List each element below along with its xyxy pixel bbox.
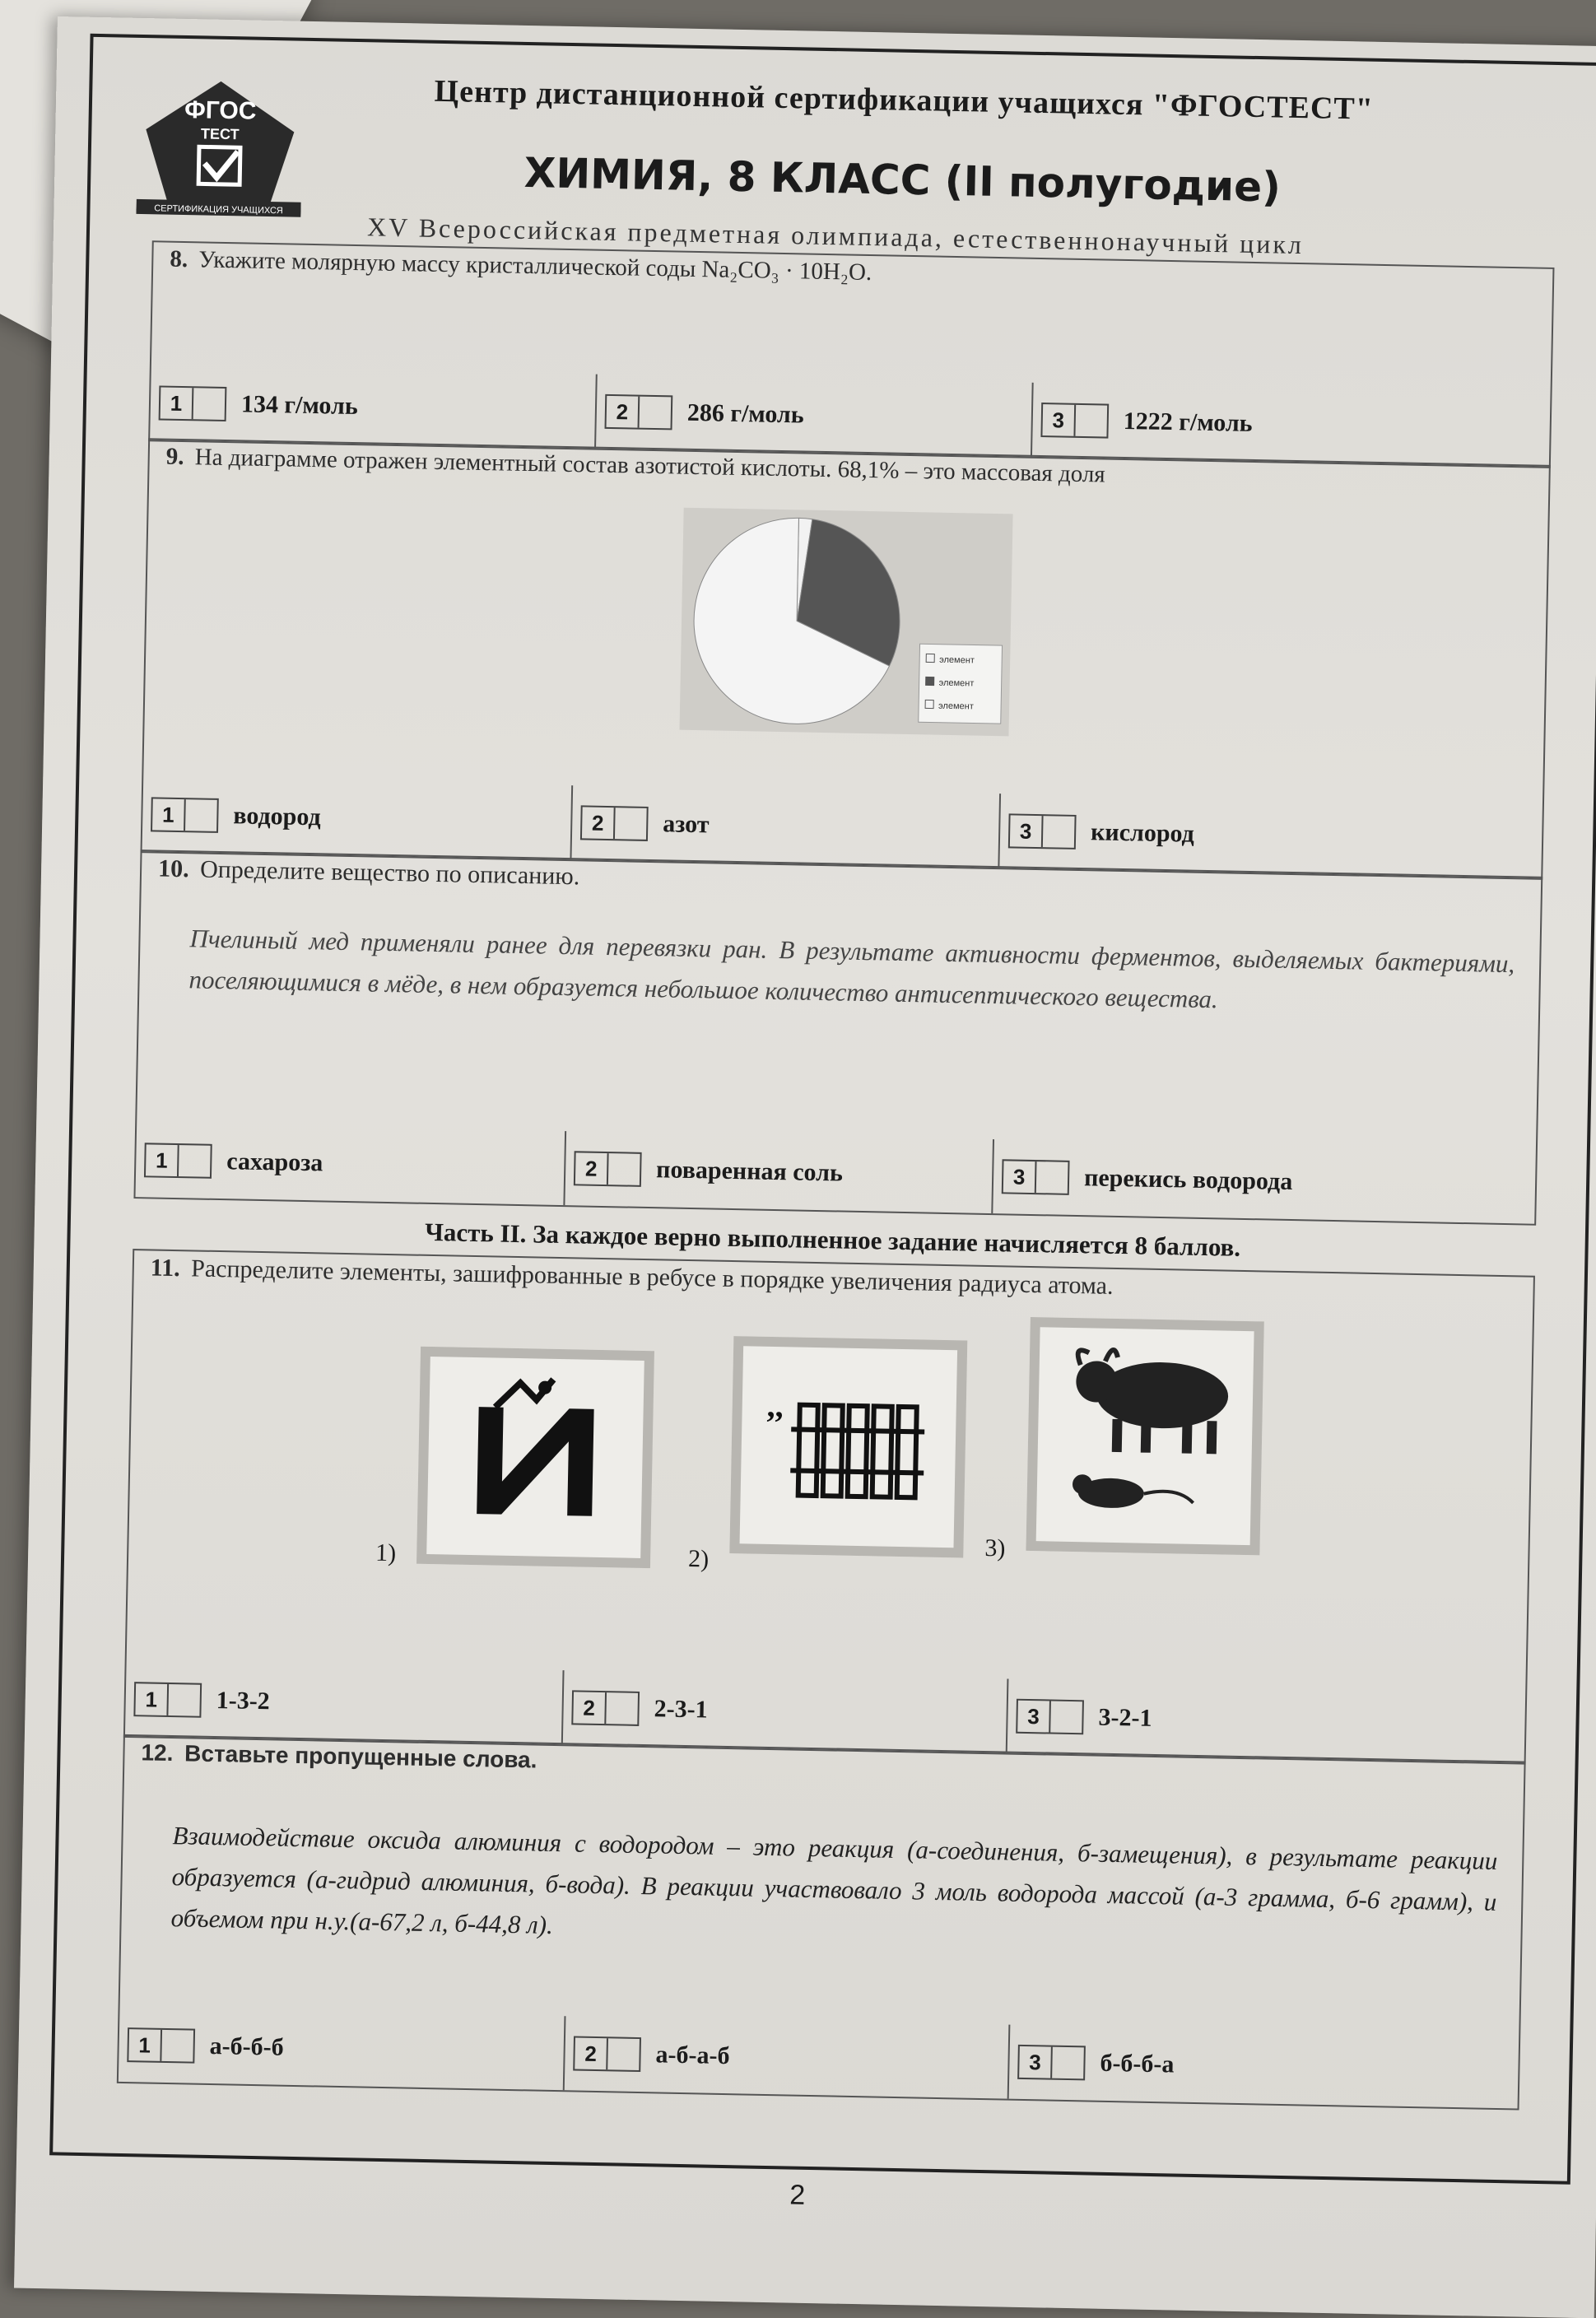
answer-label: 3-2-1: [1098, 1703, 1152, 1732]
olympiad-title: XV Всероссийская предметная олимпиада, естественнонаучный цикл: [366, 212, 1305, 260]
question-number: 10.: [157, 854, 189, 883]
answer-number: 3: [1019, 818, 1032, 844]
question-description: Взаимодействие оксида алюминия с водородом – это реакция (а-соединения, б-замещения), в результате реакции образуется (а-гидрид алюминия, б-вода). В реакции участвовало 3 моль водорода массой (а-3 грамма, б-6 грамм), и объемом при н.у.(а-67,2 л, б-44,8 л).: [170, 1821, 1498, 1939]
legend-swatch-3: [925, 700, 933, 708]
question-text: Определите вещество по описанию.: [199, 855, 580, 891]
question-description: Пчелиный мед применяли ранее для перевязки ран. В результате активности ферментов, выделяемых бактериями, поселяющимися в мёде, в нем образуется небольшое количество антисептического вещества.: [188, 924, 1515, 1014]
answer-label: кислород: [1090, 818, 1195, 848]
answer-number: 3: [1012, 1164, 1026, 1189]
logo-bottom-text: ТЕСТ: [200, 125, 240, 143]
subject-title: ХИМИЯ, 8 КЛАСС (II полугодие): [523, 148, 1282, 212]
part-2-header: Часть II. За каждое верно выполненное задание начисляется 8 баллов.: [424, 1217, 1241, 1262]
answer-checkbox[interactable]: [192, 388, 226, 420]
answer-option-2[interactable]: [563, 1131, 1003, 1213]
answer-option-1[interactable]: [119, 2008, 573, 2091]
rebus-label-3: 3): [984, 1534, 1006, 1562]
question-number: 8.: [170, 245, 188, 273]
rebus-image-1: [416, 1347, 654, 1568]
answer-label: поваренная соль: [655, 1156, 844, 1187]
question-9: [141, 438, 1551, 880]
answer-label: а-б-б-б: [209, 2032, 284, 2061]
answer-number: 1: [170, 390, 183, 416]
question-text: Укажите молярную массу кристаллической соды Na₂CO₃ · 10H₂O.: [198, 246, 872, 286]
answer-checkbox[interactable]: [1049, 1701, 1082, 1734]
answer-label: а-б-а-б: [655, 2041, 730, 2070]
answer-checkbox[interactable]: [177, 1145, 211, 1177]
answer-number: 2: [584, 2041, 598, 2067]
answer-option-3[interactable]: [1006, 1679, 1528, 1763]
answer-label: 286 г/моль: [686, 398, 804, 429]
answer-label: сахароза: [226, 1147, 323, 1177]
answer-number: 2: [583, 1695, 596, 1720]
answer-checkbox[interactable]: [160, 2030, 193, 2062]
answer-number: 3: [1027, 1704, 1040, 1729]
answer-number: 1: [155, 1147, 168, 1173]
answer-option-1[interactable]: [135, 1123, 573, 1205]
pie-legend: [919, 644, 1003, 724]
answer-option-1[interactable]: [125, 1662, 571, 1744]
answer-option-1[interactable]: [150, 365, 604, 449]
answer-option-2[interactable]: [570, 785, 1009, 868]
answer-checkbox[interactable]: [613, 808, 647, 840]
answer-option-3[interactable]: [1031, 383, 1552, 467]
answer-checkbox[interactable]: [1073, 405, 1107, 437]
question-11: [123, 1249, 1535, 1765]
pie-chart-svg: [680, 508, 1013, 737]
pie-chart: [680, 508, 1013, 737]
legend-swatch-1: [926, 654, 934, 662]
logo-ribbon-text: СЕРТИФИКАЦИЯ УЧАЩИХСЯ: [154, 203, 283, 216]
rebus-image-3: [1026, 1317, 1263, 1555]
answer-option-3[interactable]: [998, 794, 1544, 878]
question-8: [148, 240, 1554, 471]
rebus-label-2: 2): [687, 1545, 710, 1573]
answer-checkbox[interactable]: [604, 1692, 638, 1725]
question-text: Вставьте пропущенные слова.: [184, 1740, 537, 1773]
answer-label: б-б-б-а: [1100, 2049, 1175, 2078]
answer-label: 2-3-1: [654, 1695, 708, 1724]
answer-option-3[interactable]: [1007, 2025, 1521, 2109]
answer-label: 134 г/моль: [240, 390, 359, 421]
answer-label: перекись водорода: [1083, 1164, 1293, 1196]
answer-label: азот: [662, 810, 710, 839]
question-12: [117, 1734, 1526, 2111]
answer-option-2[interactable]: [561, 1670, 1017, 1753]
legend-label-2: элемент: [938, 677, 975, 689]
question-number: 12.: [141, 1739, 174, 1766]
answer-number: 1: [138, 2032, 151, 2058]
answer-checkbox[interactable]: [638, 397, 672, 429]
answer-checkbox[interactable]: [1041, 816, 1075, 848]
answer-number: 1: [161, 802, 174, 827]
fgos-logo: [136, 76, 303, 219]
question-text: На диаграмме отражен элементный состав азотистой кислоты. 68,1% – это массовая доля: [194, 444, 1105, 488]
test-page: [14, 16, 1596, 2318]
answer-label: водород: [233, 802, 322, 831]
answer-label: 1222 г/моль: [1123, 407, 1253, 437]
answer-option-2[interactable]: [563, 2016, 1019, 2099]
answer-checkbox[interactable]: [184, 799, 217, 831]
rebus-quote-mark: ,,: [766, 1386, 784, 1425]
answer-option-2[interactable]: [594, 375, 1042, 457]
answer-checkbox[interactable]: [606, 2038, 640, 2070]
legend-swatch-2: [926, 677, 934, 685]
answer-number: 2: [584, 1156, 598, 1181]
rebus-image-2: [729, 1336, 967, 1557]
legend-label-1: элемент: [939, 654, 975, 666]
answer-number: 1: [145, 1687, 158, 1712]
answer-checkbox[interactable]: [166, 1684, 200, 1716]
answer-number: 2: [616, 399, 629, 425]
page-number: 2: [789, 2179, 806, 2211]
question-10: [133, 849, 1542, 1226]
answer-option-1[interactable]: [142, 777, 580, 859]
answer-number: 3: [1052, 407, 1065, 433]
answer-checkbox[interactable]: [1050, 2047, 1084, 2079]
answer-label: 1-3-2: [216, 1687, 271, 1715]
answer-option-3[interactable]: [991, 1139, 1538, 1224]
answer-checkbox[interactable]: [1035, 1161, 1068, 1194]
answer-checkbox[interactable]: [607, 1153, 640, 1185]
logo-top-text: ФГОС: [184, 95, 257, 125]
question-number: 11.: [150, 1254, 181, 1282]
answer-number: 2: [591, 810, 604, 836]
legend-label-3: элемент: [938, 701, 974, 712]
center-title: Центр дистанционной сертификации учащихся "ФГОСТЕСТ": [434, 73, 1375, 127]
rebus-label-1: 1): [375, 1538, 397, 1567]
answer-number: 3: [1028, 2050, 1042, 2075]
question-text: Распределите элементы, зашифрованные в ребусе в порядке увеличения радиуса атома.: [190, 1254, 1114, 1300]
question-number: 9.: [165, 443, 184, 471]
